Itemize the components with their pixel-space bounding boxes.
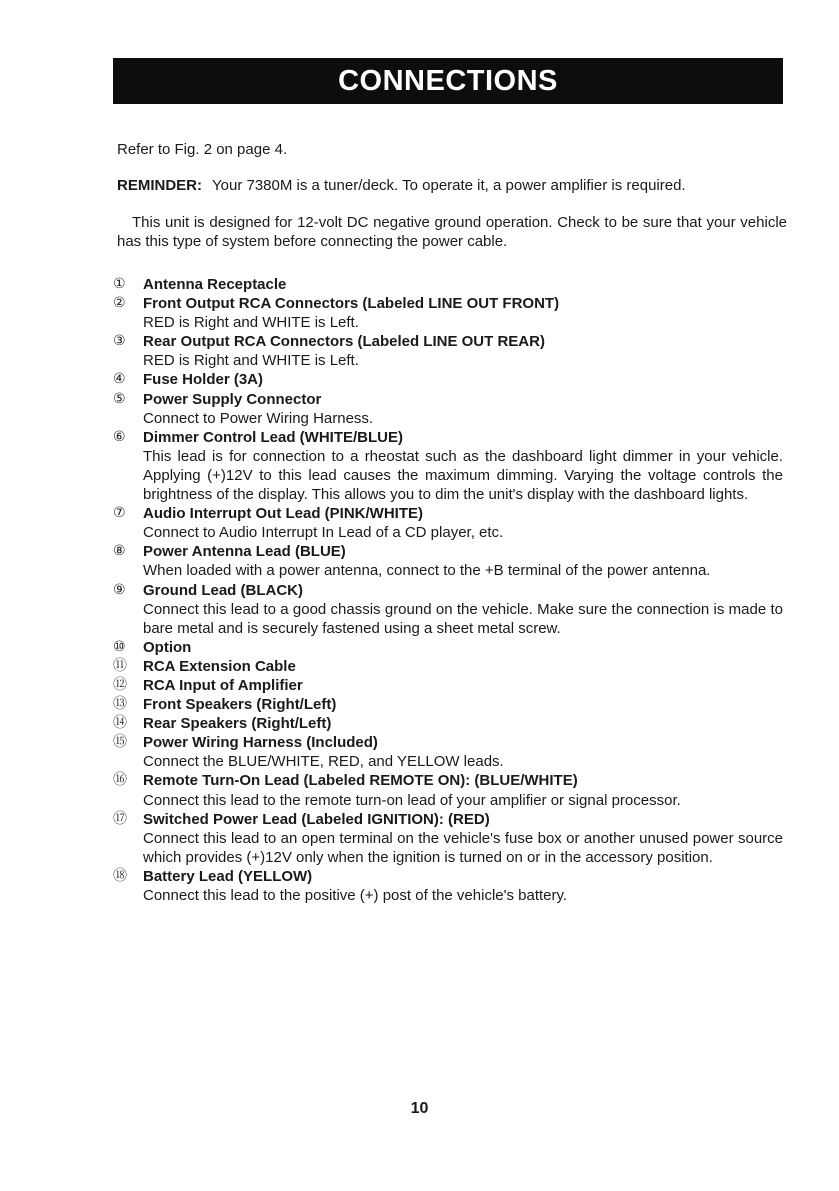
item-description: Connect this lead to a good chassis ground on the vehicle. Make sure the connection is made to bare metal and is securely fastened using a sheet metal screw. (143, 600, 783, 637)
list-item (113, 294, 783, 332)
item-heading: Dimmer Control Lead (WHITE/BLUE) (143, 428, 404, 446)
item-number: ⑥ (113, 428, 126, 445)
connections-list (113, 275, 783, 905)
item-number: ⑤ (113, 390, 126, 407)
list-item (113, 695, 783, 714)
reminder-note (117, 177, 787, 194)
page-number: 10 (410, 1100, 429, 1117)
item-heading: Ground Lead (BLACK) (143, 581, 303, 599)
item-number: ⑦ (113, 505, 126, 522)
list-item (113, 542, 783, 580)
item-number: ⑰ (113, 810, 127, 827)
list-item (113, 771, 783, 809)
item-description: RED is Right and WHITE is Left. (143, 352, 359, 370)
item-description: Connect the BLUE/WHITE, RED, and YELLOW leads. (143, 753, 504, 771)
reminder-text: Your 7380M is a tuner/deck. To operate it, a power amplifier is required. (212, 177, 686, 194)
item-heading: Rear Speakers (Right/Left) (143, 715, 332, 733)
item-heading: Remote Turn-On Lead (Labeled REMOTE ON): (BLUE/WHITE) (143, 772, 578, 790)
item-heading: Option (143, 638, 192, 656)
item-number: ② (113, 295, 126, 312)
item-number: ① (113, 276, 126, 292)
list-item (113, 714, 783, 733)
intro-section (117, 141, 787, 251)
list-item (113, 390, 783, 428)
list-item (113, 733, 783, 771)
item-number: ⑨ (113, 581, 126, 598)
title-banner (113, 58, 783, 104)
item-heading: Audio Interrupt Out Lead (PINK/WHITE) (143, 505, 423, 523)
item-heading: Rear Output RCA Connectors (Labeled LINE OUT REAR) (143, 333, 545, 351)
item-number: ⑯ (113, 772, 127, 789)
item-number: ⑮ (113, 734, 127, 751)
item-description: Connect this lead to an open terminal on the vehicle's fuse box or another unused power source which provides (+)12V only when the ignition is turned on or in the accessory position. (143, 829, 783, 866)
figure-reference: Refer to Fig. 2 on page 4. (117, 141, 288, 158)
page-title: CONNECTIONS (338, 64, 558, 97)
list-item (113, 867, 783, 905)
item-description: RED is Right and WHITE is Left. (143, 314, 359, 332)
item-number: ③ (113, 333, 126, 350)
item-heading: Power Supply Connector (143, 390, 322, 408)
list-item (113, 581, 783, 638)
item-number: ⑭ (113, 715, 127, 732)
item-description: Connect this lead to the remote turn-on lead of your amplifier or signal processor. (143, 791, 681, 809)
item-number: ⑪ (113, 657, 127, 674)
item-heading: Fuse Holder (3A) (143, 371, 264, 389)
item-number: ⑱ (113, 867, 127, 884)
list-item (113, 428, 783, 504)
item-heading: Power Antenna Lead (BLUE) (143, 543, 346, 561)
reminder-label: REMINDER: (117, 177, 202, 194)
item-number: ⑫ (113, 676, 127, 693)
item-heading: Battery Lead (YELLOW) (143, 867, 313, 885)
item-description: When loaded with a power antenna, connect to the +B terminal of the power antenna. (143, 562, 711, 580)
item-number: ④ (113, 371, 126, 388)
item-description: Connect to Audio Interrupt In Lead of a CD player, etc. (143, 524, 504, 542)
item-number: ⑩ (113, 638, 126, 655)
list-item (113, 657, 783, 676)
item-number: ⑬ (113, 696, 127, 713)
item-description: Connect this lead to the positive (+) post of the vehicle's battery. (143, 887, 568, 904)
item-heading: Front Output RCA Connectors (Labeled LINE OUT FRONT) (143, 295, 560, 313)
item-heading: Switched Power Lead (Labeled IGNITION): (RED) (143, 810, 490, 828)
intro-paragraph: This unit is designed for 12-volt DC negative ground operation. Check to be sure that your vehicle has this type of system before connecting the power cable. (117, 214, 787, 250)
item-heading: Antenna Receptacle (143, 276, 287, 293)
list-item (113, 504, 783, 542)
item-heading: Front Speakers (Right/Left) (143, 696, 337, 714)
list-item (113, 638, 783, 657)
list-item (113, 332, 783, 370)
item-heading: RCA Input of Amplifier (143, 676, 303, 694)
item-description: Connect to Power Wiring Harness. (143, 409, 374, 427)
item-heading: RCA Extension Cable (143, 657, 296, 675)
item-heading: Power Wiring Harness (Included) (143, 734, 378, 752)
list-item (113, 275, 783, 294)
list-item (113, 810, 783, 867)
item-description: This lead is for connection to a rheostat such as the dashboard light dimmer in your vehicle. Applying (+)12V to this lead causes the maximum dimming. Varying the voltage controls the brightness of the display. This allows you to dim the unit's display with the dashboard lights. (143, 447, 783, 504)
list-item (113, 676, 783, 695)
item-number: ⑧ (113, 543, 126, 560)
list-item (113, 370, 783, 389)
